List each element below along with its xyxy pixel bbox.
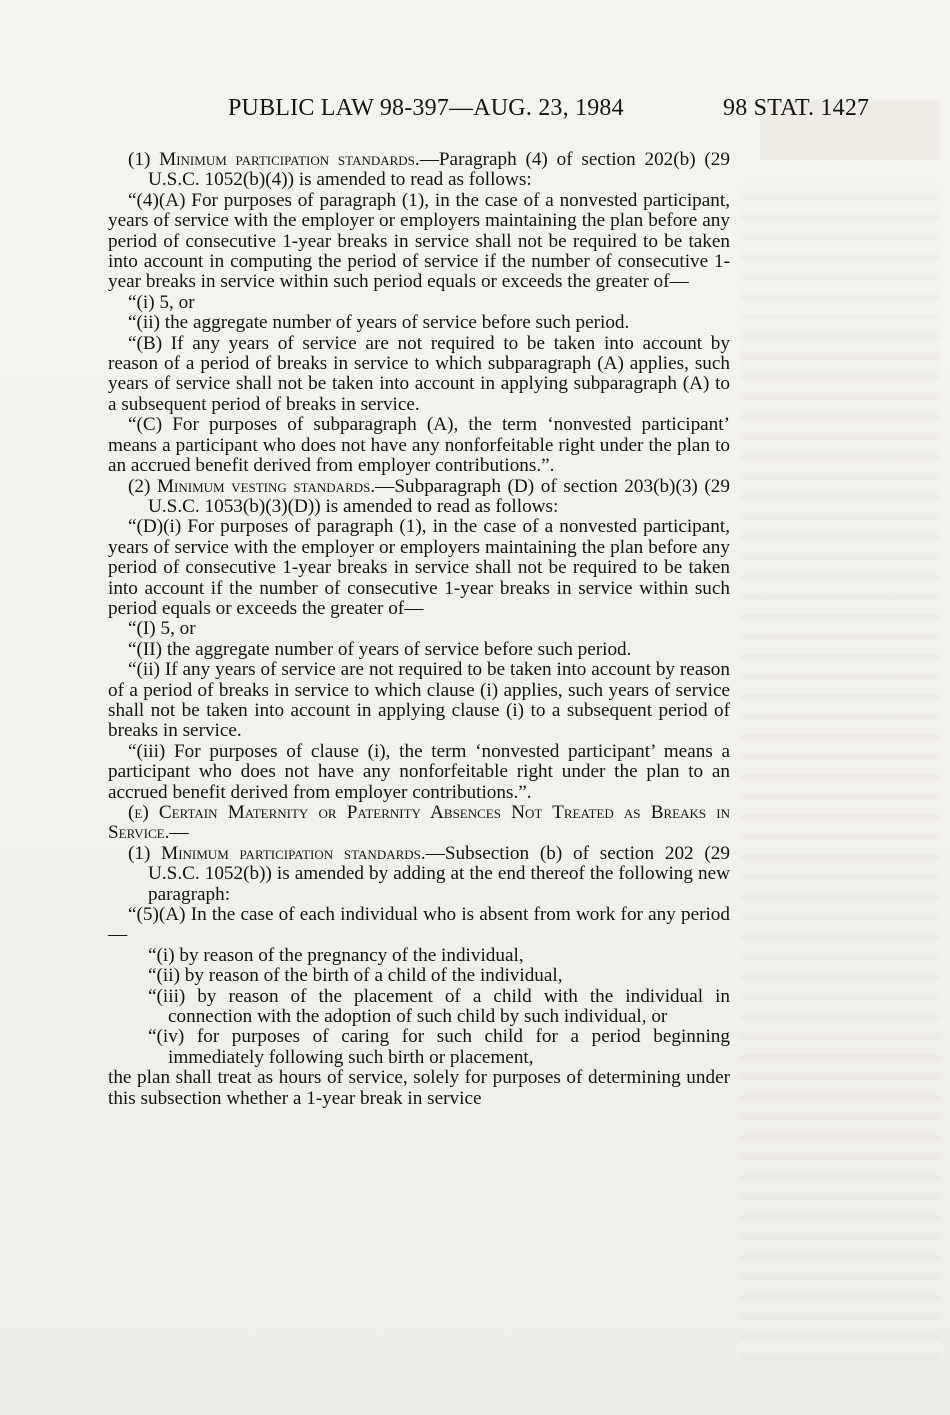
paragraph: “(i) by reason of the pregnancy of the individual, xyxy=(148,944,524,966)
paragraph-text: —Subsection (b) of section 202 (29 U.S.C. 1052(b)) is amended by adding at the end thereof the following new paragraph: xyxy=(148,842,730,905)
page-header xyxy=(0,95,950,125)
paragraph: “(i) 5, or xyxy=(128,291,195,313)
paragraph xyxy=(108,477,730,518)
show-through-shadow xyxy=(740,180,940,1360)
paragraph: “(iii) For purposes of clause (i), the term ‘nonvested participant’ means a participant who does not have any nonforfeitable right under the plan to an accrued benefit derived from employer contributions.”. xyxy=(108,740,730,803)
paragraph xyxy=(108,150,730,191)
paragraph: “(C) For purposes of subparagraph (A), the term ‘nonvested participant’ means a participant who does not have any nonforfeitable right under the plan to an accrued benefit derived from employer contributions.”. xyxy=(108,414,730,477)
paragraph: the plan shall treat as hours of service, solely for purposes of determining under this subsection whether a 1-year break in service xyxy=(108,1067,730,1109)
paragraph: “(I) 5, or xyxy=(128,618,196,640)
statute-page-number: 98 STAT. 1427 xyxy=(723,95,870,121)
paragraph: “(B) If any years of service are not required to be taken into account by reason of a period of breaks in service to which subparagraph (A) applies, such years of service shall not be taken into account in applying subparagraph (A) to a subsequent period of breaks in service. xyxy=(108,332,730,415)
paragraph-text: —Subparagraph (D) of section 203(b)(3) (29 U.S.C. 1053(b)(3)(D)) is amended to read as follows: xyxy=(148,475,730,517)
section-heading: (e) Certain Maternity or Paternity Absences Not Treated as Breaks in Service. xyxy=(108,802,730,844)
section-heading: (1) Minimum participation standards. xyxy=(128,149,420,170)
paragraph: “(II) the aggregate number of years of service before such period. xyxy=(128,638,632,660)
paragraph xyxy=(108,844,730,905)
paragraph: “(D)(i) For purposes of paragraph (1), in the case of a nonvested participant, years of service with the employer or employers maintaining the plan before any period of consecutive 1-year breaks in service shall not be required to be taken into account if the number of consecutive 1-year breaks in service within such period equals or exceeds the greater of— xyxy=(108,516,730,619)
section-heading: (1) Minimum participation standards. xyxy=(128,842,426,864)
paragraph-text: — xyxy=(169,822,189,844)
paragraph: “(ii) If any years of service are not required to be taken into account by reason of a period of breaks in service to which clause (i) applies, such years of service shall not be taken into account in applying clause (i) to a subsequent period of breaks in service. xyxy=(108,659,730,742)
paragraph: “(ii) by reason of the birth of a child of the individual, xyxy=(148,965,563,987)
page-title: PUBLIC LAW 98-397—AUG. 23, 1984 xyxy=(228,95,624,121)
paragraph: “(ii) the aggregate number of years of service before such period. xyxy=(128,312,630,334)
section-heading: (2) Minimum vesting standards. xyxy=(128,475,376,497)
paragraph xyxy=(108,803,730,844)
paragraph: “(iv) for purposes of caring for such child for a period beginning immediately following such birth or placement, xyxy=(148,1026,730,1068)
statute-text xyxy=(108,150,730,1109)
paragraph: “(4)(A) For purposes of paragraph (1), in the case of a nonvested participant, years of service with the employer or employers maintaining the plan before any period of consecutive 1-year breaks in service shall not be required to be taken into account in computing the period of service if the number of consecutive 1-year breaks in service within such period equals or exceeds the greater of— xyxy=(108,189,730,293)
paragraph: “(iii) by reason of the placement of a child with the individual in connection with the adoption of such child by such individual, or xyxy=(148,985,730,1028)
paragraph: “(5)(A) In the case of each individual who is absent from work for any period— xyxy=(108,904,730,946)
paragraph-text: —Paragraph (4) of section 202(b) (29 U.S.C. 1052(b)(4)) is amended to read as follows: xyxy=(148,149,730,191)
